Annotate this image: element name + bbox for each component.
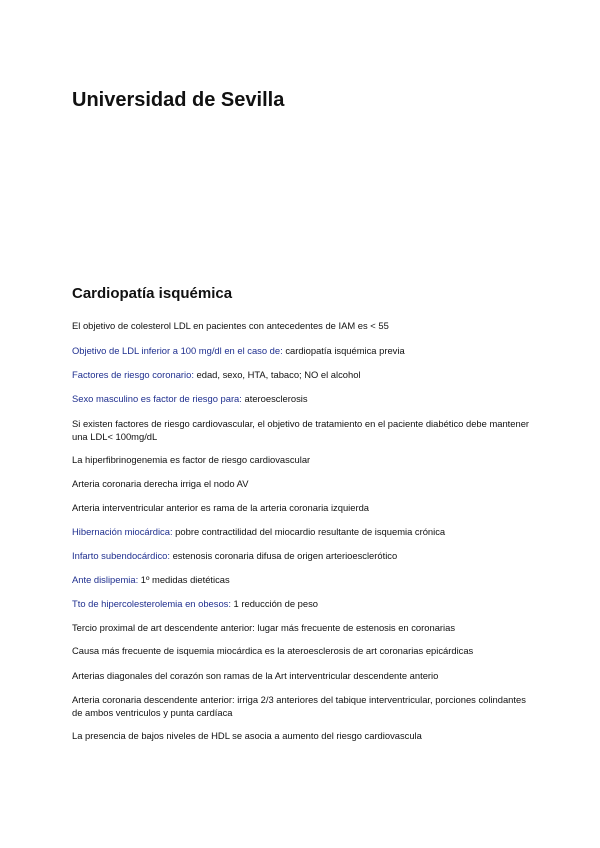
list-item bbox=[72, 526, 532, 539]
item-text: Arteria interventricular anterior es rama de la arteria coronaria izquierda bbox=[72, 502, 370, 513]
item-text: Arteria coronaria derecha irriga el nodo AV bbox=[72, 478, 249, 489]
item-text: Causa más frecuente de isquemia miocárdica es la ateroesclerosis de art coronarias epicárdicas bbox=[72, 645, 474, 656]
item-text: 1 reducción de peso bbox=[230, 598, 318, 609]
item-term: Tto de hipercolesterolemia en obesos: bbox=[72, 598, 231, 609]
list-item bbox=[72, 345, 532, 358]
item-term: Sexo masculino es factor de riesgo para: bbox=[72, 393, 242, 404]
item-text: Si existen factores de riesgo cardiovascular, el objetivo de tratamiento en el paciente diabético debe mantener una LDL< 100mg/dL bbox=[72, 418, 530, 442]
list-item bbox=[72, 550, 532, 563]
list-item bbox=[72, 622, 532, 635]
list-item bbox=[72, 369, 532, 382]
list-item bbox=[72, 645, 532, 658]
list-item bbox=[72, 478, 532, 491]
item-text: ateroesclerosis bbox=[241, 393, 308, 404]
section-title: Cardiopatía isquémica bbox=[72, 285, 233, 302]
list-item bbox=[72, 598, 532, 611]
item-text: Arterias diagonales del corazón son ramas de la Art interventricular descendente anterio bbox=[72, 670, 439, 681]
item-term: Ante dislipemia: bbox=[72, 574, 139, 585]
item-term: Factores de riesgo coronario: bbox=[72, 369, 194, 380]
item-text: Tercio proximal de art descendente anterior: lugar más frecuente de estenosis en coronarias bbox=[72, 622, 456, 633]
list-item bbox=[72, 574, 532, 587]
item-text: La hiperfibrinogenemia es factor de riesgo cardiovascular bbox=[72, 454, 311, 465]
item-text: Arteria coronaria descendente anterior: irriga 2/3 anteriores del tabique interventricular, porciones colindantes de ambos ventriculos y punta cardíaca bbox=[72, 694, 526, 718]
list-item bbox=[72, 670, 532, 683]
list-item bbox=[72, 502, 532, 515]
item-term: Hibernación miocárdica: bbox=[72, 526, 173, 537]
item-text: cardiopatía isquémica previa bbox=[282, 345, 405, 356]
item-text: 1º medidas dietéticas bbox=[138, 574, 230, 585]
item-text: estenosis coronaria difusa de origen arterioesclerótico bbox=[169, 550, 398, 561]
list-item bbox=[72, 730, 532, 743]
page-title: Universidad de Sevilla bbox=[72, 89, 285, 111]
item-text: El objetivo de colesterol LDL en pacientes con antecedentes de IAM es < 55 bbox=[72, 320, 389, 331]
list-item bbox=[72, 418, 532, 443]
item-text: edad, sexo, HTA, tabaco; NO el alcohol bbox=[193, 369, 361, 380]
list-item bbox=[72, 694, 532, 719]
list-item bbox=[72, 454, 532, 467]
list-item bbox=[72, 393, 532, 406]
list-item bbox=[72, 320, 532, 333]
item-text: pobre contractilidad del miocardio resultante de isquemia crónica bbox=[172, 526, 446, 537]
item-text: La presencia de bajos niveles de HDL se asocia a aumento del riesgo cardiovascula bbox=[72, 730, 422, 741]
item-term: Infarto subendocárdico: bbox=[72, 550, 170, 561]
item-term: Objetivo de LDL inferior a 100 mg/dl en el caso de: bbox=[72, 345, 283, 356]
